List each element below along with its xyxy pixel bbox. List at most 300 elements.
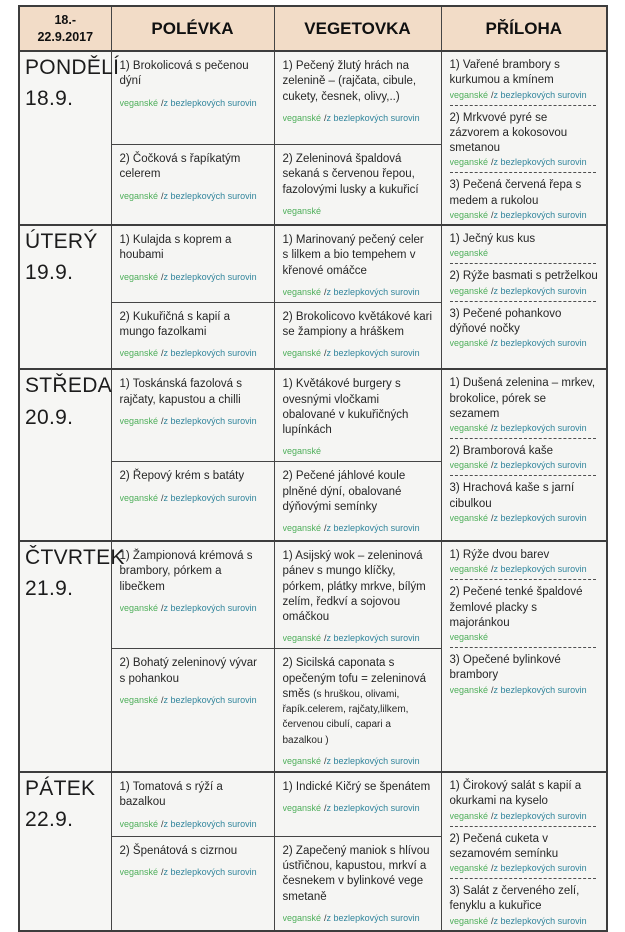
soup-cell-1 <box>111 51 274 145</box>
gluten-free-label: z bezlepkových surovin <box>493 513 587 523</box>
diet-label-line <box>283 756 433 766</box>
vegan-label: veganské <box>119 97 159 108</box>
dish-text-main: 1) Pečený žlutý hrách na zelenině – (rajčata, cibule, cukety, česnek, olivy,..) <box>282 60 417 103</box>
vegan-label: veganské <box>449 248 489 259</box>
dish-text <box>120 310 266 341</box>
diet-label-line <box>283 348 433 358</box>
date-range-line1: 18.- <box>54 13 77 28</box>
diet-label-line <box>450 210 599 220</box>
dashed-separator <box>450 172 597 173</box>
side-item <box>450 653 599 695</box>
diet-label-line <box>283 287 433 297</box>
day-date: 18.9. <box>25 87 74 111</box>
dish-text <box>120 780 266 811</box>
vegan-label: veganské <box>449 863 489 874</box>
dish-text-main: 1) Toskánská fazolová s rajčaty, kapustou a chilli <box>119 378 243 406</box>
side-item <box>450 269 599 295</box>
dish-text-main: 2) Brokolicovo květákové kari se žampiony a hráškem <box>282 310 433 339</box>
day-name: ÚTERÝ <box>25 229 98 253</box>
dish-text-main: 1) Kulajda s koprem a houbami <box>119 233 232 262</box>
diet-label-line <box>450 460 599 470</box>
dish-note: (s hruškou, olivami, řapík.celerem, rajčaty,lilkem, červenou cibulí, capari a bazalkou ) <box>282 688 409 746</box>
gluten-free-label: z bezlepkových surovin <box>163 492 257 503</box>
slash-separator: / <box>161 190 164 201</box>
vegetovka-cell-1 <box>274 772 441 836</box>
vegan-label: veganské <box>119 271 159 282</box>
dish-text <box>283 844 433 905</box>
soup-item <box>120 844 266 877</box>
diet-label-line <box>450 811 599 821</box>
dish-text <box>450 232 599 247</box>
dish-text-main: 3) Opečené bylinkové brambory <box>449 654 561 682</box>
slash-separator: / <box>491 423 494 434</box>
diet-label-line <box>120 695 266 705</box>
vegetovka-cell-2 <box>274 836 441 930</box>
gluten-free-label: z bezlepkových surovin <box>493 915 587 926</box>
side-item <box>450 884 599 926</box>
diet-label-line <box>450 564 599 574</box>
gluten-free-label: z bezlepkových surovin <box>493 810 587 821</box>
day-row-top <box>19 51 607 145</box>
vegan-label: veganské <box>449 338 489 349</box>
dish-text-main: 1) Rýže dvou barev <box>449 548 550 561</box>
header-row <box>19 6 607 51</box>
side-item <box>450 111 599 168</box>
soup-cell-2 <box>111 302 274 369</box>
slash-separator: / <box>324 912 327 923</box>
dish-text-main: 1) Brokolicová s pečenou dýní <box>119 60 249 88</box>
dish-text <box>450 884 599 915</box>
vegetovka-item <box>283 59 433 123</box>
dish-text <box>450 376 599 422</box>
diet-label-line <box>450 338 599 348</box>
vegan-label: veganské <box>282 286 322 297</box>
vegan-label: veganské <box>449 209 489 220</box>
dashed-separator <box>450 878 597 879</box>
gluten-free-label: z bezlepkových surovin <box>326 633 420 644</box>
gluten-free-label: z bezlepkových surovin <box>326 348 420 359</box>
vegetovka-cell-1 <box>274 51 441 145</box>
dish-text-main: 1) Čirokový salát s kapií a okurkami na kyselo <box>449 780 582 808</box>
dish-text <box>450 653 599 684</box>
diet-label-line <box>120 867 266 877</box>
gluten-free-label: z bezlepkových surovin <box>163 97 257 108</box>
dish-text-main: 1) Indické Kičrý se špenátem <box>282 781 431 794</box>
soup-cell-2 <box>111 145 274 225</box>
dish-text <box>120 152 266 183</box>
slash-separator: / <box>324 286 327 297</box>
vegan-label: veganské <box>449 423 489 434</box>
vegetovka-cell-2 <box>274 462 441 541</box>
dish-text <box>450 585 599 631</box>
day-cell <box>19 225 111 369</box>
vegan-label: veganské <box>119 415 159 426</box>
vegan-label: veganské <box>449 632 489 643</box>
dish-text-main: 2) Pečené tenké špaldové žemlové placky s majoránkou <box>449 586 583 629</box>
gluten-free-label: z bezlepkových surovin <box>493 863 587 874</box>
diet-label-line <box>450 863 599 873</box>
dish-text <box>450 307 599 338</box>
slash-separator: / <box>324 112 327 123</box>
dish-text <box>283 310 433 341</box>
slash-separator: / <box>324 803 327 814</box>
side-item <box>450 779 599 821</box>
dish-text <box>120 59 266 90</box>
gluten-free-label: z bezlepkových surovin <box>163 818 257 829</box>
slash-separator: / <box>491 564 494 575</box>
slash-separator: / <box>491 513 494 523</box>
dish-text-main: 1) Žampionová krémová s brambory, pórkem a libečkem <box>119 549 253 593</box>
dish-text <box>283 59 433 105</box>
dish-text-main: 2) Mrkvové pyré se zázvorem a kokosovou smetanou <box>449 111 568 155</box>
gluten-free-label: z bezlepkových surovin <box>163 694 257 705</box>
column-header-polevka: POLÉVKA <box>111 6 274 51</box>
vegetovka-item <box>283 469 433 533</box>
vegan-label: veganské <box>282 756 322 767</box>
vegetovka-item <box>283 780 433 813</box>
slash-separator: / <box>491 684 494 695</box>
dish-text <box>450 269 599 284</box>
dish-text-main: 1) Ječný kus kus <box>449 232 536 245</box>
dish-text-main: 2) Bohatý zeleninový vývar s pohankou <box>119 657 257 685</box>
diet-label-line <box>283 913 433 923</box>
day-cell <box>19 369 111 541</box>
side-item <box>450 307 599 349</box>
vegan-label: veganské <box>119 602 159 613</box>
gluten-free-label: z bezlepkových surovin <box>326 756 420 767</box>
diet-label-line <box>283 803 433 813</box>
gluten-free-label: z bezlepkových surovin <box>326 803 420 814</box>
slash-separator: / <box>491 915 494 926</box>
dashed-separator <box>450 438 597 439</box>
dish-text <box>450 548 599 563</box>
vegan-label: veganské <box>282 633 322 644</box>
vegan-label: veganské <box>282 446 322 457</box>
vegan-label: veganské <box>282 803 322 814</box>
dish-text-main: 2) Rýže basmati s petrželkou <box>449 270 598 283</box>
vegetovka-item <box>283 549 433 643</box>
gluten-free-label: z bezlepkových surovin <box>163 348 257 359</box>
soup-item <box>120 310 266 359</box>
gluten-free-label: z bezlepkových surovin <box>493 157 587 168</box>
side-item <box>450 444 599 470</box>
soup-cell-1 <box>111 772 274 836</box>
dish-text <box>283 152 433 198</box>
day-name: PONDĚLÍ <box>25 56 120 79</box>
gluten-free-label: z bezlepkových surovin <box>493 460 587 471</box>
diet-label-line <box>450 916 599 926</box>
dish-text <box>450 779 599 810</box>
diet-label-line <box>450 90 599 100</box>
vegetovka-item <box>283 656 433 766</box>
slash-separator: / <box>161 867 164 878</box>
vegan-label: veganské <box>449 460 489 471</box>
soup-cell-1 <box>111 369 274 462</box>
diet-label-line <box>283 113 433 123</box>
slash-separator: / <box>491 460 494 471</box>
slash-separator: / <box>324 756 327 767</box>
day-date: 19.9. <box>25 261 74 285</box>
dish-text-main: 3) Hrachová kaše s jarní cibulkou <box>449 482 575 510</box>
vegan-label: veganské <box>449 915 489 926</box>
dish-text-main: 2) Sicilská caponata s opečeným tofu = zeleninová směs <box>282 657 427 700</box>
slash-separator: / <box>491 338 494 349</box>
gluten-free-label: z bezlepkových surovin <box>326 112 420 123</box>
sides-cell <box>441 369 607 541</box>
soup-cell-2 <box>111 649 274 772</box>
gluten-free-label: z bezlepkových surovin <box>163 190 257 201</box>
slash-separator: / <box>161 818 164 829</box>
sides-cell <box>441 541 607 772</box>
sides-cell <box>441 51 607 225</box>
dish-text <box>120 549 266 595</box>
column-header-vegetovka: VEGETOVKA <box>274 6 441 51</box>
dish-text <box>283 233 433 279</box>
side-item <box>450 178 599 220</box>
vegan-label: veganské <box>449 157 489 168</box>
diet-label-line <box>450 632 599 642</box>
vegan-label: veganské <box>449 564 489 575</box>
diet-label-line <box>283 633 433 643</box>
vegan-label: veganské <box>282 205 322 216</box>
dish-text-main: 1) Asijský wok – zeleninová pánev s mungo klíčky, pórkem, plátky mrkve, bílým zelím, ředkví a sojovou omáčkou <box>282 549 426 624</box>
diet-label-line <box>120 272 266 282</box>
gluten-free-label: z bezlepkových surovin <box>493 423 587 434</box>
vegetovka-cell-2 <box>274 145 441 225</box>
slash-separator: / <box>491 285 494 296</box>
slash-separator: / <box>491 810 494 821</box>
side-item <box>450 832 599 874</box>
dish-text-main: 2) Zapečený maniok s hlívou ústřičnou, kapustou, mrkví a česnekem v bylinkové vege smetaně <box>282 844 430 903</box>
dashed-separator <box>450 826 597 827</box>
slash-separator: / <box>491 89 494 100</box>
diet-label-line <box>450 423 599 433</box>
slash-separator: / <box>161 348 164 359</box>
gluten-free-label: z bezlepkových surovin <box>493 285 587 296</box>
day-cell <box>19 772 111 931</box>
column-header-priloha: PŘÍLOHA <box>441 6 607 51</box>
soup-cell-2 <box>111 836 274 930</box>
vegan-label: veganské <box>119 348 159 359</box>
gluten-free-label: z bezlepkových surovin <box>493 338 587 349</box>
side-item <box>450 481 599 523</box>
slash-separator: / <box>491 209 494 220</box>
dashed-separator <box>450 647 597 648</box>
vegan-label: veganské <box>282 912 322 923</box>
gluten-free-label: z bezlepkových surovin <box>493 564 587 575</box>
day-name: ČTVRTEK <box>25 545 125 569</box>
side-item <box>450 585 599 642</box>
sides-cell <box>441 772 607 931</box>
day-row-top <box>19 772 607 836</box>
diet-label-line <box>120 348 266 358</box>
dish-text-main: 2) Čočková s řapíkatým celerem <box>119 153 241 181</box>
soup-cell-2 <box>111 462 274 541</box>
vegan-label: veganské <box>449 89 489 100</box>
diet-label-line <box>120 493 266 503</box>
dish-text-main: 1) Vařené brambory s kurkumou a kmínem <box>449 59 560 87</box>
day-name: STŘEDA <box>25 374 112 398</box>
dashed-separator <box>450 301 597 302</box>
dish-text-main: 2) Pečená cuketa v sezamovém semínku <box>449 832 559 860</box>
soup-item <box>120 656 266 705</box>
day-row-top <box>19 369 607 462</box>
day-cell <box>19 51 120 225</box>
slash-separator: / <box>161 97 164 108</box>
slash-separator: / <box>161 415 164 426</box>
dashed-separator <box>450 579 597 580</box>
dish-text <box>283 656 433 748</box>
soup-item <box>120 549 266 613</box>
dish-text <box>450 444 599 459</box>
vegetovka-cell-2 <box>274 649 441 772</box>
day-date: 20.9. <box>25 405 74 429</box>
vegetovka-item <box>283 310 433 359</box>
day-row-top <box>19 541 607 649</box>
diet-label-line <box>120 416 266 426</box>
soup-cell-1 <box>111 541 274 649</box>
vegan-label: veganské <box>282 112 322 123</box>
vegan-label: veganské <box>119 190 159 201</box>
dish-text <box>450 58 599 89</box>
dish-text-main: 2) Špenátová s cizrnou <box>119 844 238 857</box>
date-range-header <box>19 6 111 51</box>
diet-label-line <box>450 157 599 167</box>
slash-separator: / <box>161 694 164 705</box>
gluten-free-label: z bezlepkových surovin <box>493 209 587 220</box>
dish-text <box>120 469 266 484</box>
vegan-label: veganské <box>449 684 489 695</box>
dish-text-main: 2) Zeleninová špaldová sekaná s červenou řepou, fazolovými lusky a kukuřicí <box>282 153 419 196</box>
side-item <box>450 58 599 100</box>
dish-text <box>283 377 433 438</box>
soup-item <box>120 233 266 282</box>
slash-separator: / <box>324 348 327 359</box>
diet-label-line <box>283 206 433 216</box>
side-item <box>450 376 599 433</box>
dish-text <box>120 844 266 859</box>
dish-text <box>120 233 266 264</box>
soup-item <box>120 59 266 108</box>
vegan-label: veganské <box>119 818 159 829</box>
dish-text-main: 2) Řepový krém s batáty <box>119 470 245 483</box>
dashed-separator <box>450 475 597 476</box>
slash-separator: / <box>161 492 164 503</box>
slash-separator: / <box>491 157 494 168</box>
gluten-free-label: z bezlepkových surovin <box>326 523 420 534</box>
diet-label-line <box>450 685 599 695</box>
gluten-free-label: z bezlepkových surovin <box>326 286 420 297</box>
vegetovka-item <box>283 844 433 923</box>
vegan-label: veganské <box>282 523 322 534</box>
day-date: 21.9. <box>25 577 74 601</box>
dish-text-main: 1) Marinovaný pečený celer s lilkem a bio tempehem v křenové omáčce <box>282 233 424 277</box>
diet-label-line <box>450 286 599 296</box>
vegan-label: veganské <box>449 513 489 523</box>
gluten-free-label: z bezlepkových surovin <box>163 415 257 426</box>
day-name: PÁTEK <box>25 777 96 801</box>
dish-text <box>450 111 599 157</box>
slash-separator: / <box>491 863 494 874</box>
vegan-label: veganské <box>119 867 159 878</box>
dish-text-main: 2) Bramborová kaše <box>449 445 554 458</box>
dish-text-main: 1) Tomatová s rýží a bazalkou <box>119 781 223 809</box>
day-date: 22.9. <box>25 808 74 832</box>
dish-text <box>450 832 599 863</box>
soup-item <box>120 469 266 502</box>
dish-text <box>283 469 433 515</box>
dish-text-main: 2) Kukuřičná s kapií a mungo fazolkami <box>119 310 231 339</box>
gluten-free-label: z bezlepkových surovin <box>493 684 587 695</box>
vegetovka-item <box>283 152 433 216</box>
slash-separator: / <box>324 633 327 644</box>
diet-label-line <box>120 98 266 108</box>
gluten-free-label: z bezlepkových surovin <box>493 89 587 100</box>
vegan-label: veganské <box>282 348 322 359</box>
day-cell <box>19 541 125 772</box>
side-item <box>450 232 599 258</box>
diet-label-line <box>120 819 266 829</box>
dish-text-main: 1) Květákové burgery s ovesnými vločkami obalované v kukuřičných lupínkách <box>282 378 409 437</box>
dish-text <box>283 549 433 625</box>
dish-text-main: 3) Pečená červená řepa s medem a rukolou <box>449 179 582 207</box>
dish-text <box>283 780 433 795</box>
vegetovka-cell-1 <box>274 541 441 649</box>
gluten-free-label: z bezlepkových surovin <box>163 867 257 878</box>
diet-label-line <box>120 191 266 201</box>
sides-cell <box>441 225 607 369</box>
vegan-label: veganské <box>119 492 159 503</box>
vegan-label: veganské <box>449 285 489 296</box>
vegetovka-cell-1 <box>274 225 441 302</box>
side-item <box>450 548 599 574</box>
gluten-free-label: z bezlepkových surovin <box>326 912 420 923</box>
slash-separator: / <box>161 602 164 613</box>
slash-separator: / <box>324 523 327 534</box>
date-range-line2: 22.9.2017 <box>37 29 94 44</box>
diet-label-line <box>283 446 433 456</box>
diet-label-line <box>283 523 433 533</box>
gluten-free-label: z bezlepkových surovin <box>163 602 257 613</box>
dish-text-main: 3) Pečené pohankovo dýňové nočky <box>449 307 562 335</box>
day-row-top <box>19 225 607 302</box>
dashed-separator <box>450 105 597 106</box>
diet-label-line <box>450 248 599 258</box>
dashed-separator <box>450 263 597 264</box>
vegan-label: veganské <box>119 694 159 705</box>
vegetovka-item <box>283 233 433 297</box>
dish-text <box>120 656 266 687</box>
soup-item <box>120 780 266 829</box>
dish-text-main: 3) Salát z červeného zelí, fenyklu a kukuřice <box>449 885 580 913</box>
dish-text-main: 2) Pečené jáhlové koule plněné dýní, obalované dýňovými semínky <box>282 470 406 513</box>
vegetovka-item <box>283 377 433 456</box>
soup-item <box>120 152 266 201</box>
dish-text <box>450 481 599 512</box>
diet-label-line <box>120 603 266 613</box>
soup-cell-1 <box>111 225 274 302</box>
soup-item <box>120 377 266 426</box>
gluten-free-label: z bezlepkových surovin <box>163 271 257 282</box>
dish-text-main: 1) Dušená zelenina – mrkev, brokolice, pórek se sezamem <box>449 377 596 420</box>
dish-text <box>450 178 599 209</box>
slash-separator: / <box>161 271 164 282</box>
vegan-label: veganské <box>449 810 489 821</box>
weekly-menu-table <box>18 5 608 932</box>
dish-text <box>120 377 266 408</box>
diet-label-line <box>450 513 599 523</box>
vegetovka-cell-1 <box>274 369 441 462</box>
